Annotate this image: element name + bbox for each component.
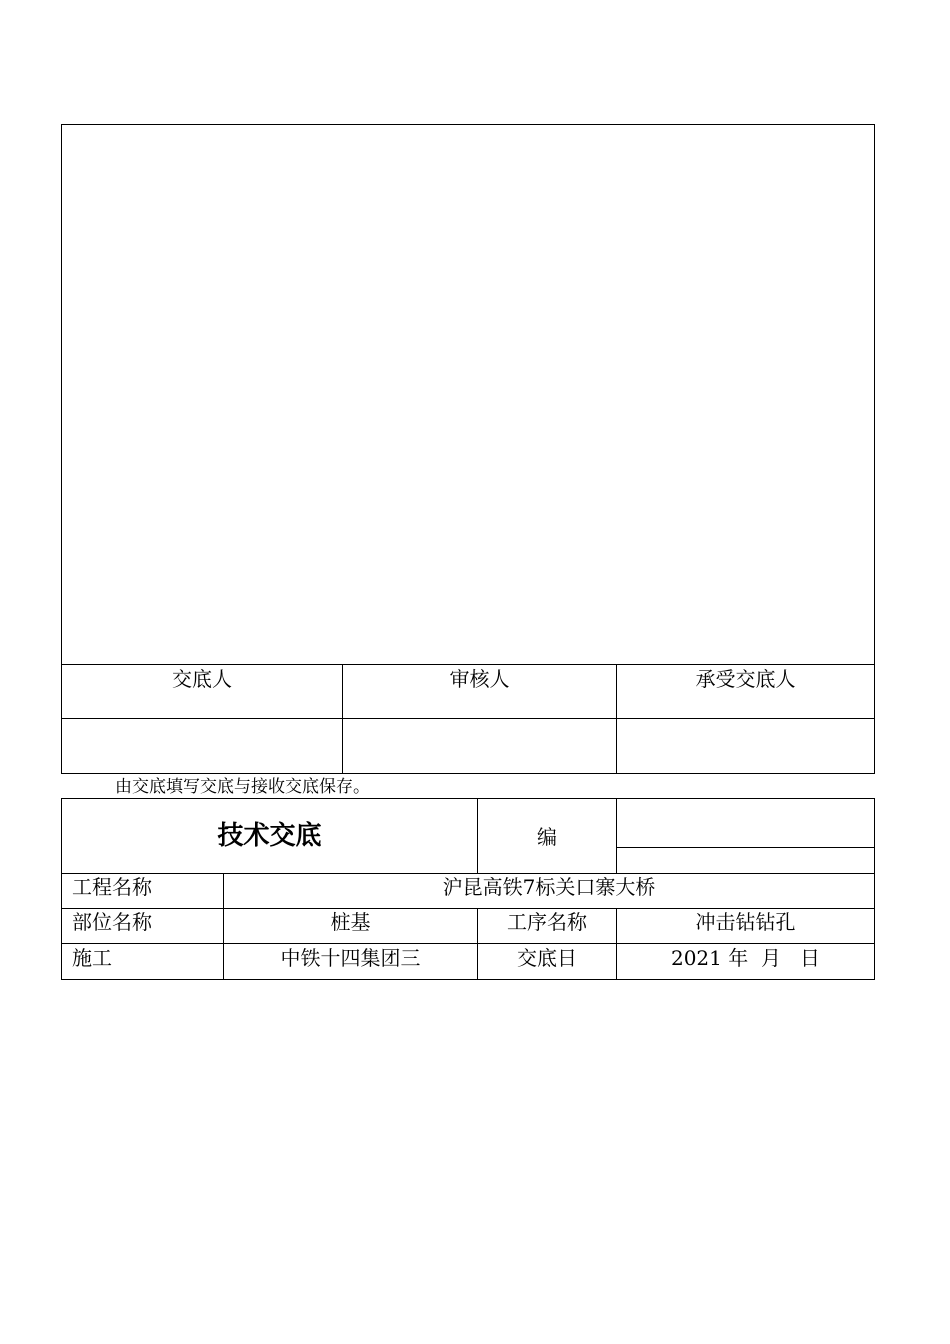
footnote: 由交底填写交底与接收交底保存。: [115, 777, 370, 797]
handover-person-label: 交底人: [172, 667, 232, 691]
content-box-right-border: [874, 124, 875, 774]
part-name-label: 部位名称: [72, 910, 152, 934]
process-name-label: 工序名称: [507, 910, 587, 934]
content-area: [62, 125, 874, 664]
construction-unit-value: 中铁十四集团三: [280, 946, 421, 970]
reviewer-label: 审核人: [449, 667, 510, 691]
project-name-value: 沪昆高铁7标关口寨大桥: [442, 875, 656, 899]
handover-date-label: 交底日: [517, 946, 577, 970]
recipient-label: 承受交底人: [695, 667, 796, 691]
number-label: 编: [537, 825, 557, 849]
project-name-label: 工程名称: [72, 875, 152, 899]
construction-label: 施工: [72, 946, 112, 970]
handover-date-value: 2021 年 月 日: [670, 946, 821, 970]
document-title: 技术交底: [217, 821, 322, 851]
part-name-value: 桩基: [330, 910, 371, 934]
process-name-value: 冲击钻钻孔: [695, 910, 796, 934]
